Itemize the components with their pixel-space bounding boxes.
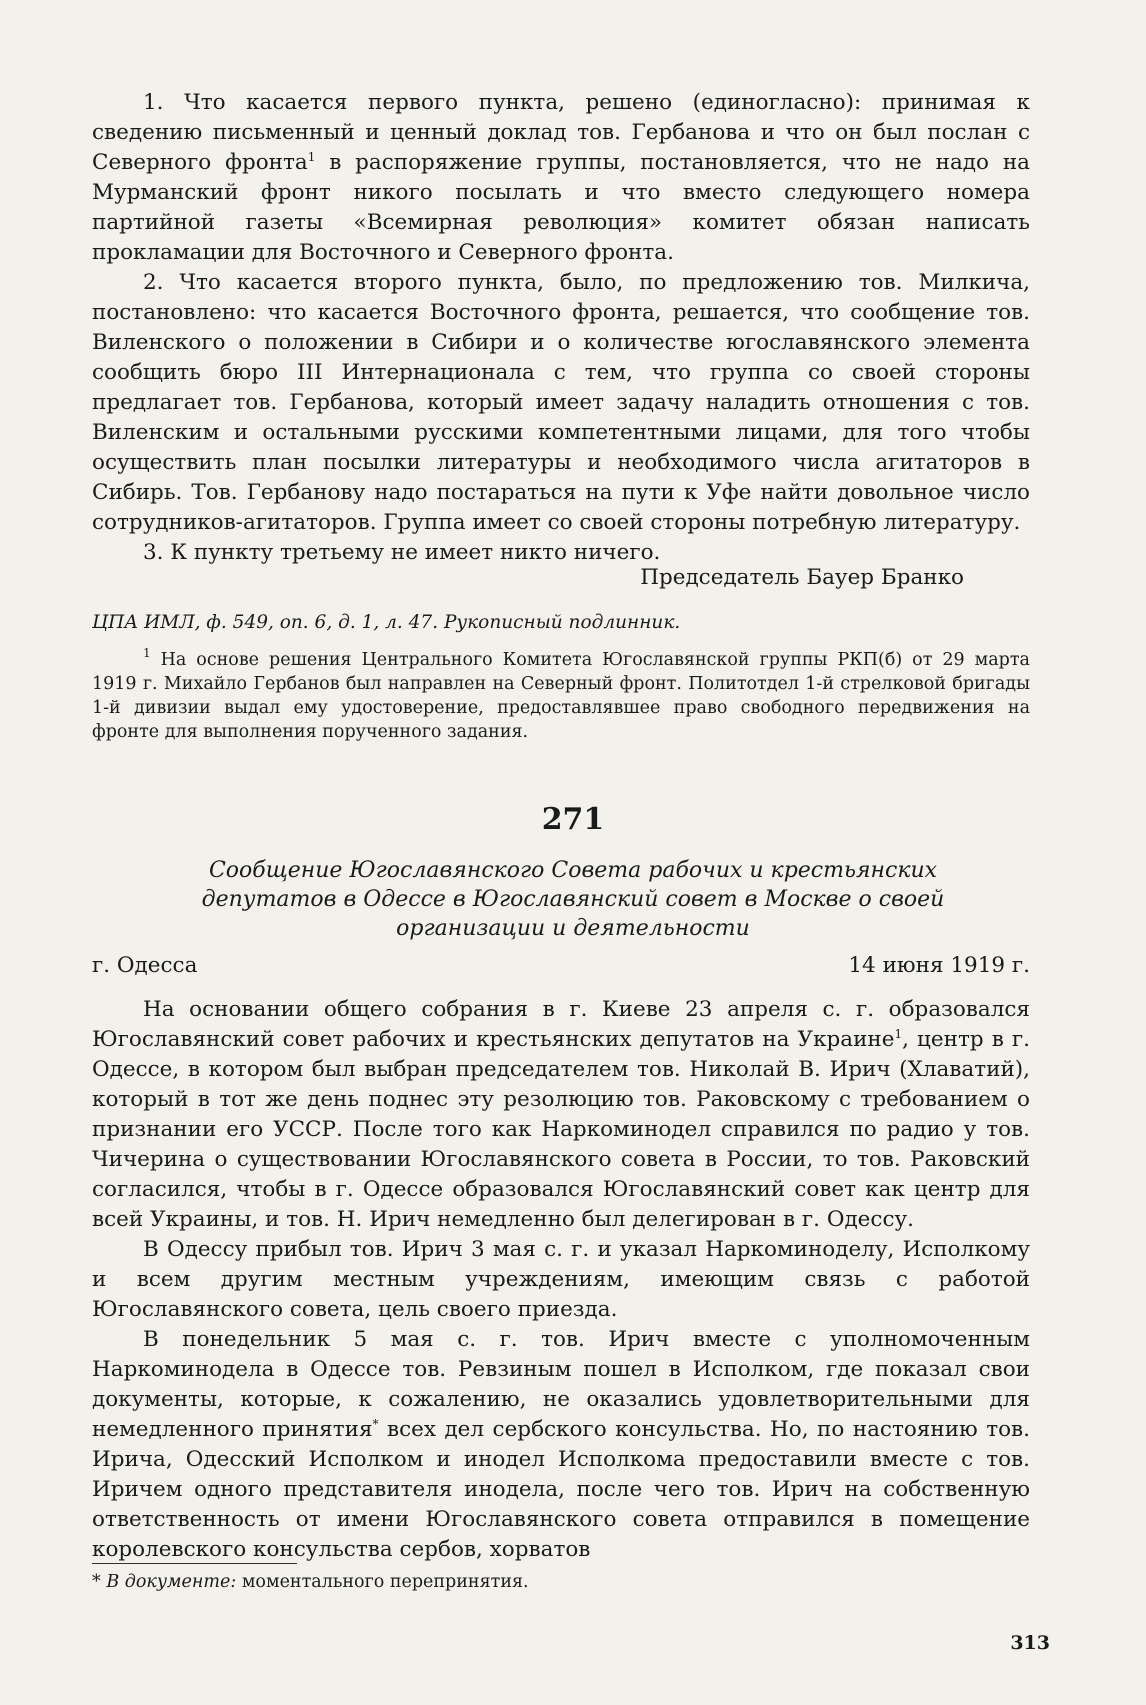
footnote-star: * В документе: моментального перепринятия.: [92, 1572, 529, 1592]
document-number: 271: [541, 802, 605, 837]
paragraph-5: В Одессу прибыл тов. Ирич 3 мая с. г. и указал Наркоминоделу, Исполкому и всем другим местным учреждениям, имеющим связь с работой Югославянского совета, цель своего приезда.: [92, 1237, 1030, 1322]
paragraph-4: На основании общего собрания в г. Киеве 23 апреля с. г. образовался Югославянский совет рабочих и крестьянских депутатов на Украине$^1$, центр в г. Одессе, в котором был выбран председателем тов. Николай В. Ирич (Хлаватий), который в тот же день поднес эту резолюцию тов. Раковскому с требованием о признании его УССР. После того как Наркоминодел справился по радио у тов. Чичерина о существовании Югославянского совета в России, то тов. Раковский согласился, чтобы в г. Одессе образовался Югославянский совет как центр для всей Украины, и тов. Н. Ирич немедленно был делегирован в г. Одессу.: [92, 997, 1030, 1232]
archive-reference: ЦПА ИМЛ, ф. 549, оп. 6, д. 1, л. 47. Рукописный подлинник.: [92, 612, 681, 633]
footnote-marker: 1: [143, 646, 151, 660]
footnote-ref-1: 1: [307, 150, 316, 164]
footnote-ref-1b: 1: [894, 1027, 903, 1041]
paragraph-6: В понедельник 5 мая с. г. тов. Ирич вместе с уполномоченным Наркоминодела в Одессе тов. Ревзиным пошел в Исполком, где показал свои документы, которые, к сожалению, не оказались удовлетворительными для немедленного принятия* всех дел сербского консульства. Но, по настоянию тов. Ирича, Одесский Исполком и инодел Исполкома предоставили вместе с тов. Иричем одного представителя инодела, после чего тов. Ирич на собственную ответственность от имени Югославянского совета отправился в помещение королевского консульства сербов, хорватов: [92, 1327, 1030, 1562]
page-number: 313: [1010, 1632, 1050, 1654]
paragraph-2: 2. Что касается второго пункта, было, по предложению тов. Милкича, постановлено: что касается Восточного фронта, решается, что сообщение тов. Виленского о положении в Сибири и о количестве югославянского элемента сообщить бюро III Интернационала с тем, что группа со своей стороны предлагает тов. Гербанова, который имеет задачу наладить отношения с тов. Виленским и остальными русскими компетентными лицами, для того чтобы осуществить план посылки литературы и необходимого числа агитаторов в Сибирь. Тов. Гербанову надо постараться на пути к Уфе найти довольное число сотрудников-агитаторов. Группа имеет со своей стороны потребную литературу.: [92, 270, 1030, 535]
footnote-1: $^1$ На основе решения Центрального Комитета Югославянской группы РКП(б) от 29 марта 1919 г. Михайло Гербанов был направлен на Северный фронт. Политотдел 1-й стрелковой бригады 1-й дивизии выдал ему удостоверение, предоставлявшее право свободного передвижения на фронте для выполнения порученного задания.: [92, 646, 1030, 742]
top-paragraphs: [92, 88, 1030, 568]
main-paragraphs: [92, 995, 1030, 1565]
place: г. Одесса: [92, 953, 198, 978]
paragraph-1: 1. Что касается первого пункта, решено (единогласно): принимая к сведению письменный и ценный доклад тов. Гербанова и что он был послан с Северного фронта$^1$ в распоряжение группы, постановляется, что не надо на Мурманский фронт никого посылать и что вместо следующего номера партийной газеты «Всемирная революция» комитет обязан написать прокламации для Восточного и Северного фронта.: [92, 90, 1030, 265]
footnote-ref-star: *: [372, 1417, 379, 1431]
paragraph-3: 3. К пункту третьему не имеет никто ничего.: [143, 540, 661, 565]
date: 14 июня 1919 г.: [848, 953, 1030, 978]
footnote-divider: [92, 1563, 297, 1564]
document-title: Сообщение Югославянского Совета рабочих и крестьянских депутатов в Одессе в Югославянский совет в Москве о своей организации и деятельности: [201, 858, 945, 941]
signature: Председатель Бауер Бранко: [640, 565, 964, 590]
